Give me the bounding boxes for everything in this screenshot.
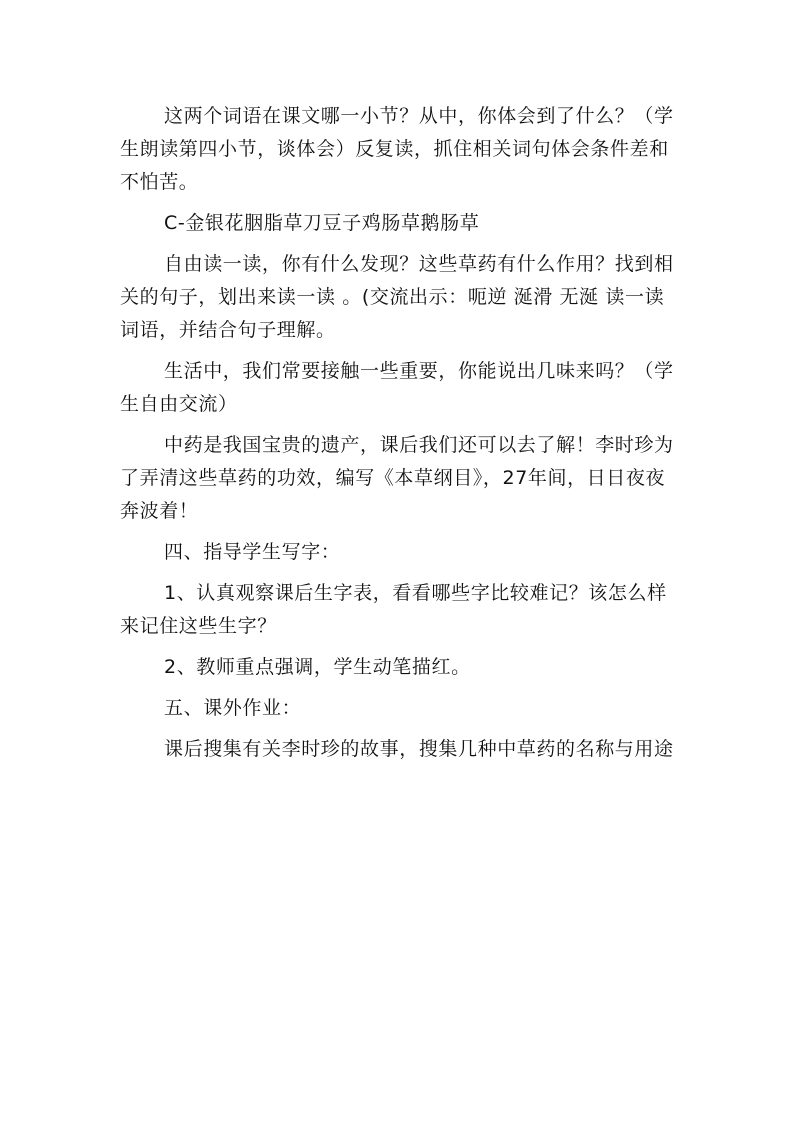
paragraph-1: 这两个词语在课文哪一小节？从中，你体会到了什么？（学生朗读第四小节，谈体会）反复读，抓住相关词句体会条件差和不怕苦。 <box>120 105 674 193</box>
paragraph-7: 1、认真观察课后生字表，看看哪些字比较难记？该怎么样来记住这些生字？ <box>120 582 667 637</box>
paragraph-5: 中药是我国宝贵的遗产，课后我们还可以去了解！李时珍为了弄清这些草药的功效，编写《本草纲目》，27年间，日日夜夜奔波着！ <box>120 434 674 522</box>
paragraph-3: 自由读一读，你有什么发现？这些草药有什么作用？找到相关的句子，划出来读一读 。(交流出示：呃逆 涎滑 无涎 读一读词语，并结合句子理解。 <box>120 253 674 341</box>
section-heading-writing: 四、指导学生写字： <box>164 541 341 563</box>
section-heading-homework: 五、课外作业： <box>164 697 302 719</box>
paragraph-8: 2、教师重点强调，学生动笔描红。 <box>164 656 471 678</box>
document-body <box>120 100 680 774</box>
paragraph-2: C-金银花胭脂草刀豆子鸡肠草鹅肠草 <box>164 212 480 234</box>
paragraph-4: 生活中，我们常要接触一些重要，你能说出几味来吗？（学生自由交流） <box>120 360 674 415</box>
paragraph-10: 课后搜集有关李时珍的故事，搜集几种中草药的名称与用途 <box>164 738 674 760</box>
